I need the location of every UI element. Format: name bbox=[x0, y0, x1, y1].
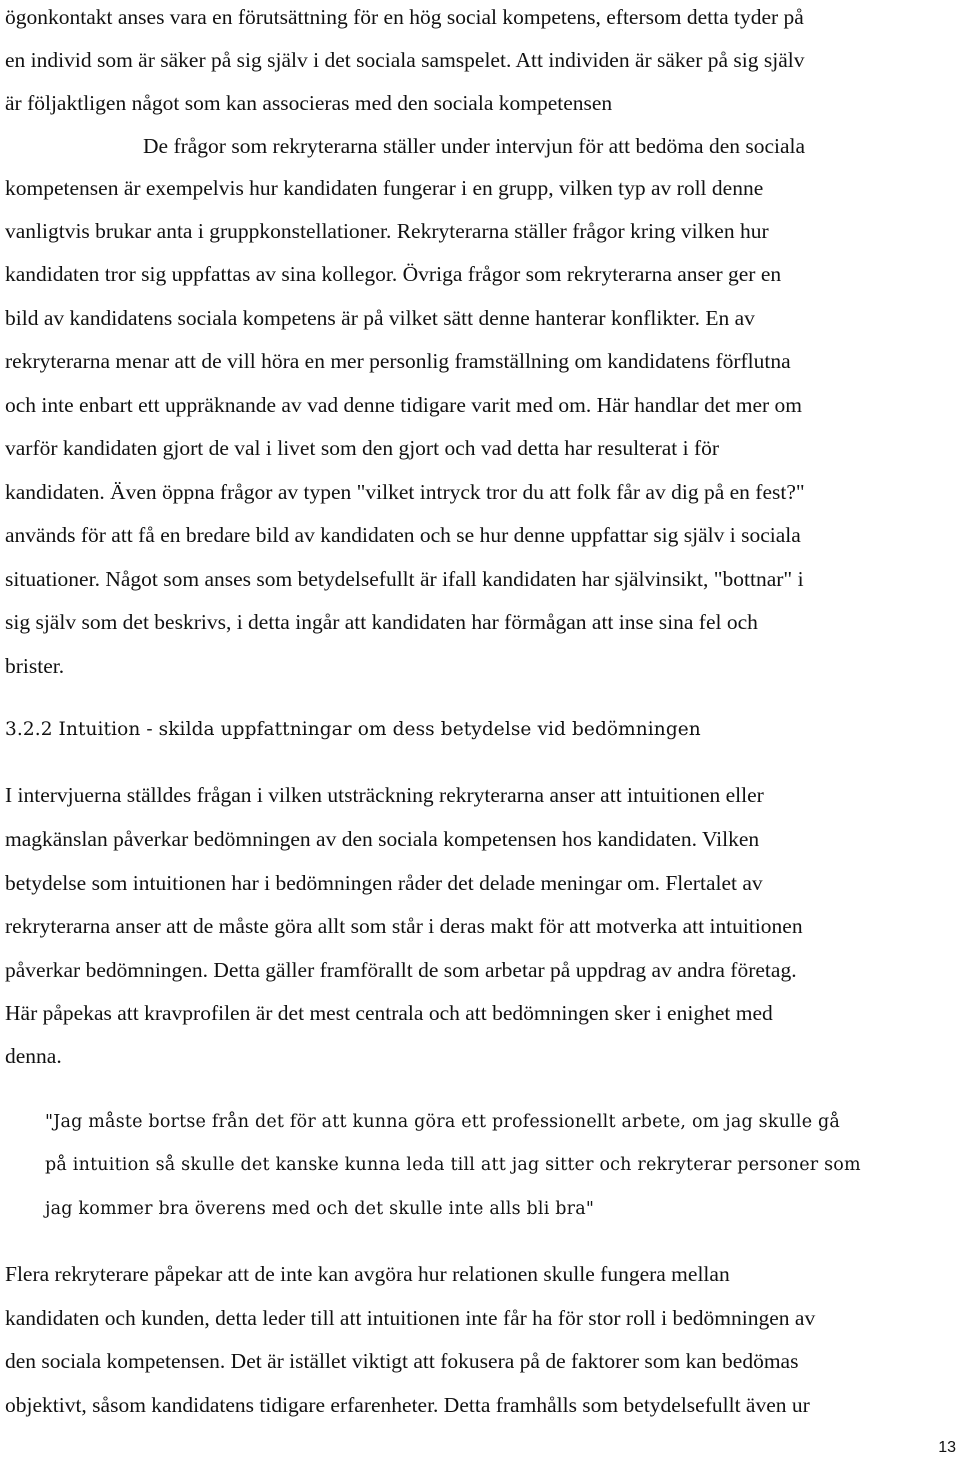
text-line: varför kandidaten gjort de val i livet som den gjort och vad detta har resulterat i för bbox=[5, 436, 720, 460]
text-line: De frågor som rekryterarna ställer under intervjun för att bedöma den sociala bbox=[143, 134, 806, 158]
text-line: brister. bbox=[5, 654, 65, 678]
text-line: används för att få en bredare bild av kandidaten och se hur denne uppfattar sig själv i sociala bbox=[5, 523, 801, 547]
text-line: sig själv som det beskrivs, i detta ingår att kandidaten har förmågan att inse sina fel och bbox=[5, 610, 758, 634]
text-line: rekryterarna menar att de vill höra en mer personlig framställning om kandidatens förflutna bbox=[5, 349, 791, 373]
quote-line: "Jag måste bortse från det för att kunna göra ett professionellt arbete, om jag skulle gå bbox=[45, 1112, 841, 1132]
text-line: bild av kandidatens sociala kompetens är på vilket sätt denne hanterar konflikter. En av bbox=[5, 306, 755, 330]
text-line: magkänslan påverkar bedömningen av den sociala kompetensen hos kandidaten. Vilken bbox=[5, 827, 760, 851]
text-line: objektivt, såsom kandidatens tidigare erfarenheter. Detta framhålls som betydelsefullt även ur bbox=[5, 1393, 810, 1417]
text-line: Flera rekryterare påpekar att de inte kan avgöra hur relationen skulle fungera mellan bbox=[5, 1262, 730, 1286]
quote-line: på intuition så skulle det kanske kunna leda till att jag sitter och rekryterar personer som bbox=[45, 1155, 861, 1175]
section-heading: 3.2.2 Intuition - skilda uppfattningar om dess betydelse vid bedömningen bbox=[5, 719, 701, 740]
text-line: kandidaten tror sig uppfattas av sina kollegor. Övriga frågor som rekryterarna anser ger en bbox=[5, 262, 782, 286]
text-line: denna. bbox=[5, 1044, 62, 1068]
text-line: vanligtvis brukar anta i gruppkonstellationer. Rekryterarna ställer frågor kring vilken hur bbox=[5, 219, 769, 243]
text-line: kandidaten och kunden, detta leder till att intuitionen inte får ha för stor roll i bedömningen av bbox=[5, 1306, 816, 1330]
text-line: påverkar bedömningen. Detta gäller framförallt de som arbetar på uppdrag av andra företag. bbox=[5, 958, 797, 982]
quote-line: jag kommer bra överens med och det skulle inte alls bli bra" bbox=[45, 1199, 595, 1219]
text-line: en individ som är säker på sig själv i det sociala samspelet. Att individen är säker på sig själv bbox=[5, 48, 805, 72]
text-line: den sociala kompetensen. Det är istället viktigt att fokusera på de faktorer som kan bedömas bbox=[5, 1349, 799, 1373]
text-line: kandidaten. Även öppna frågor av typen "vilket intryck tror du att folk får av dig på en fest?" bbox=[5, 480, 805, 504]
text-line: I intervjuerna ställdes frågan i vilken utsträckning rekryterarna anser att intuitionen eller bbox=[5, 783, 764, 807]
page-number: 13 bbox=[938, 1439, 956, 1456]
text-line: rekryterarna anser att de måste göra allt som står i deras makt för att motverka att intuitionen bbox=[5, 914, 803, 938]
text-line: betydelse som intuitionen har i bedömningen råder det delade meningar om. Flertalet av bbox=[5, 871, 763, 895]
text-line: är följaktligen något som kan associeras med den sociala kompetensen bbox=[5, 91, 613, 115]
text-line: Här påpekas att kravprofilen är det mest centrala och att bedömningen sker i enighet med bbox=[5, 1001, 773, 1025]
text-line: situationer. Något som anses som betydelsefullt är ifall kandidaten har självinsikt, "bottnar" i bbox=[5, 567, 804, 591]
text-line: kompetensen är exempelvis hur kandidaten fungerar i en grupp, vilken typ av roll denne bbox=[5, 176, 764, 200]
text-line: ögonkontakt anses vara en förutsättning för en hög social kompetens, eftersom detta tyder på bbox=[5, 5, 804, 29]
text-line: och inte enbart ett uppräknande av vad denne tidigare varit med om. Här handlar det mer om bbox=[5, 393, 802, 417]
